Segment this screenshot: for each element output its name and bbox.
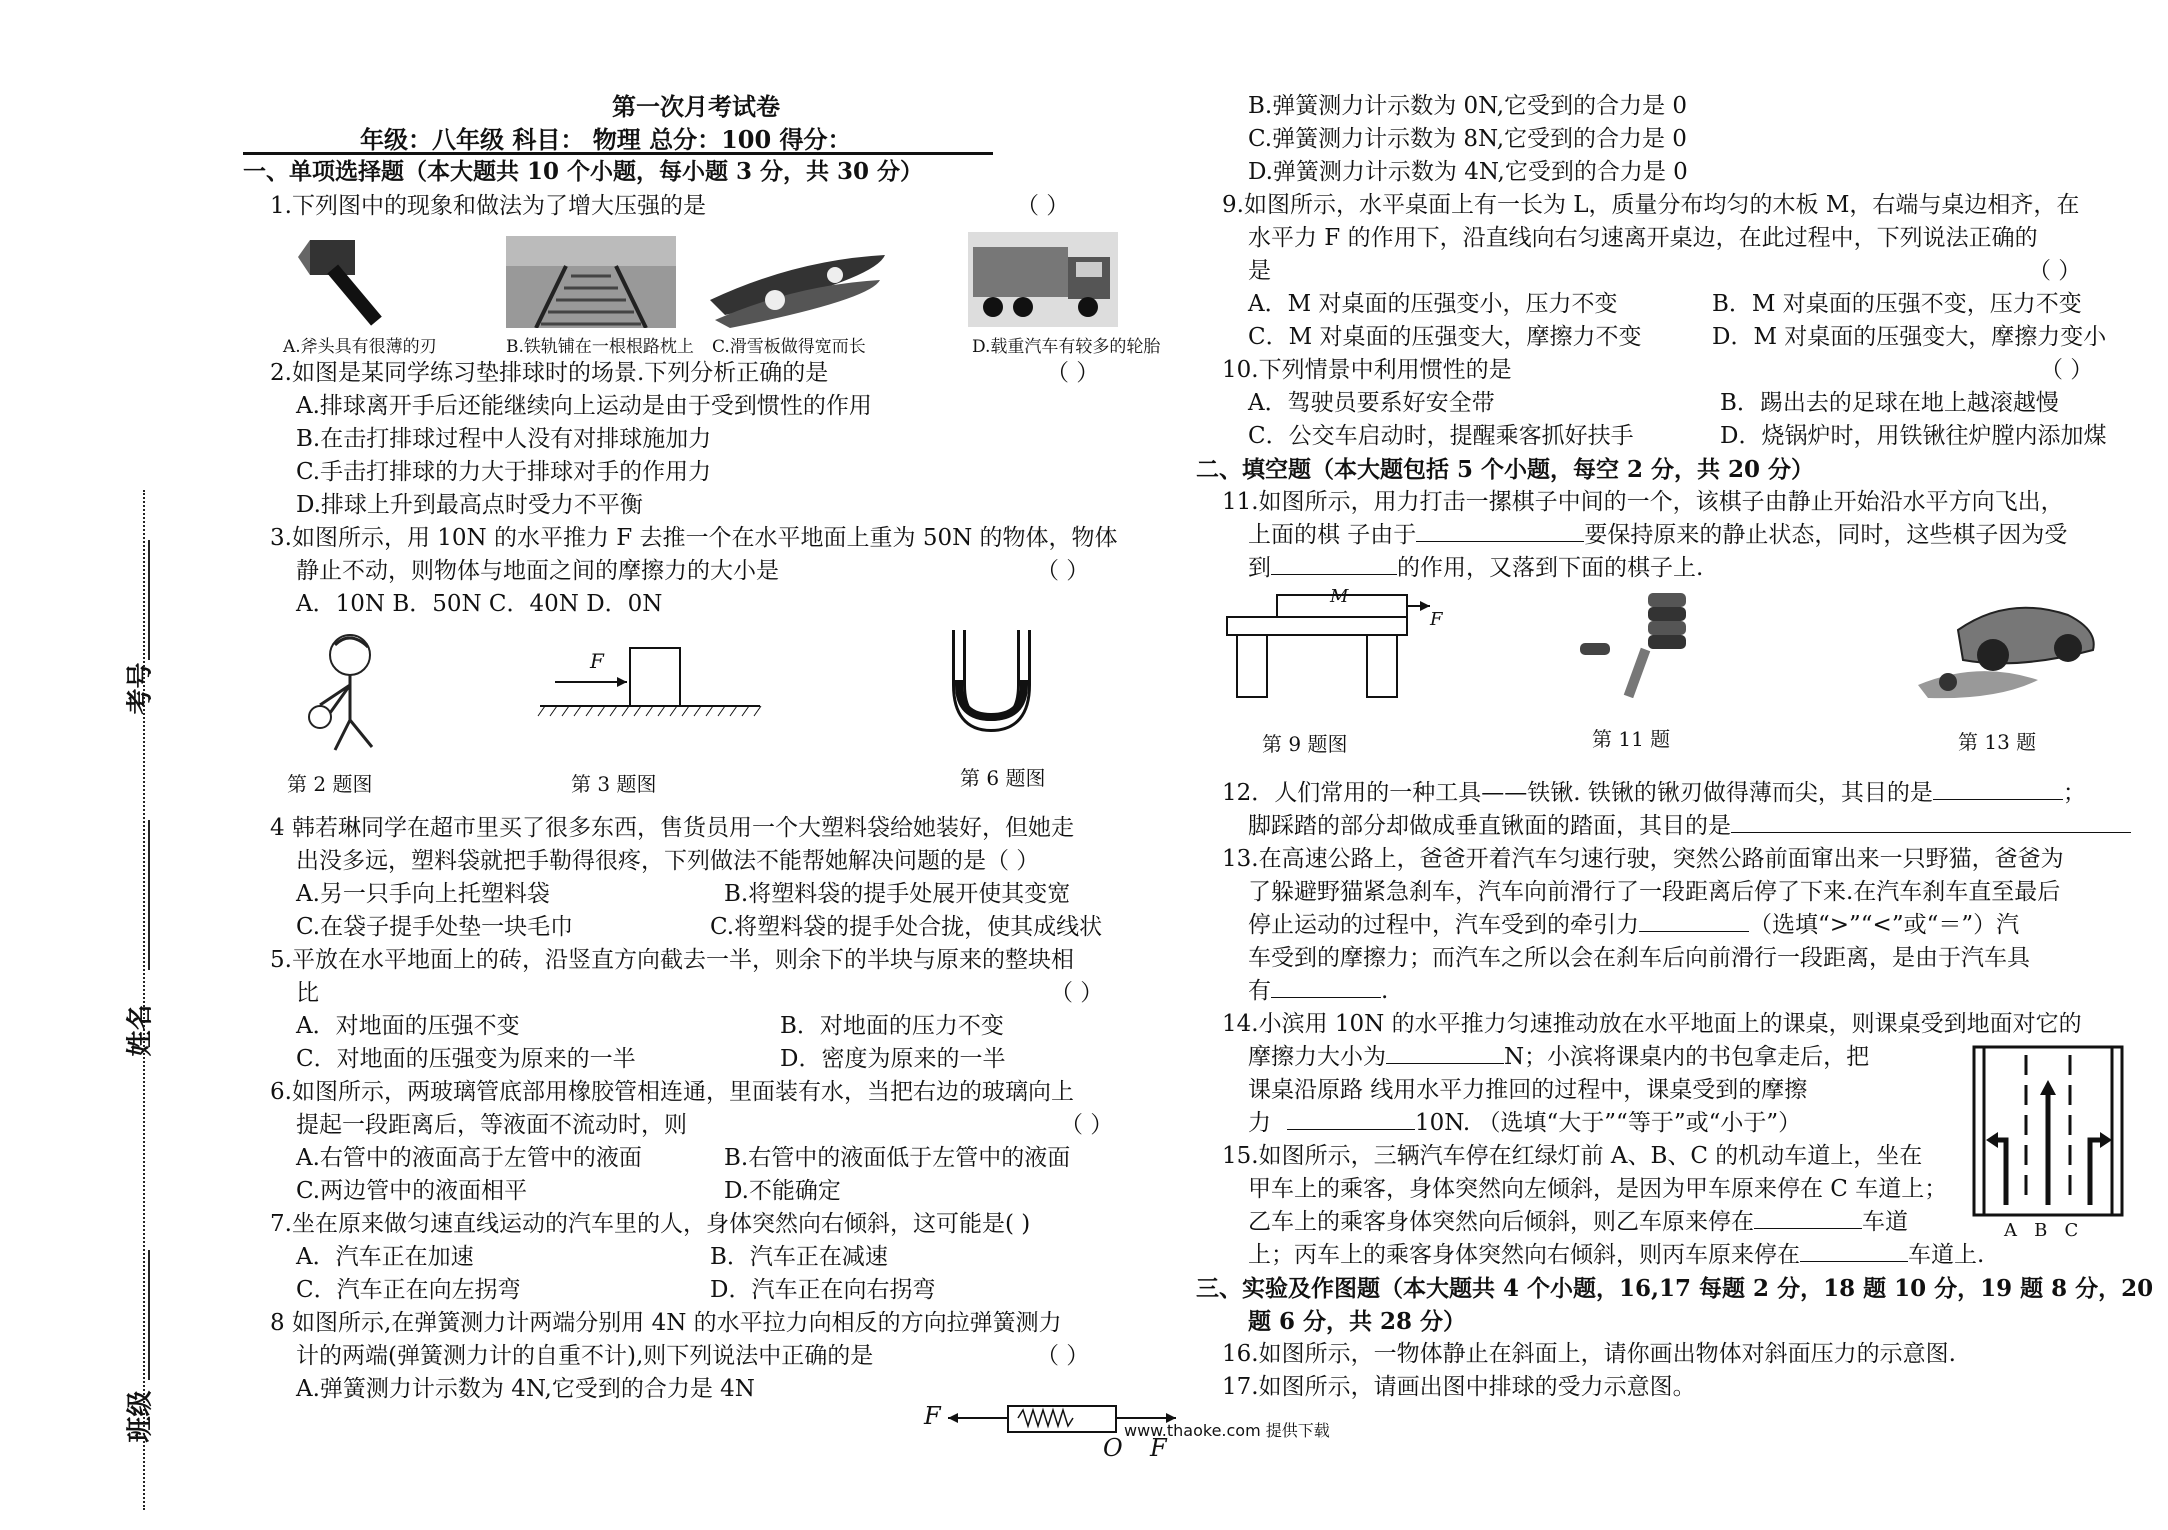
q15-lanes-figure [1972,1045,2124,1217]
q10-option-c: C．公交车启动时，提醒乘客抓好扶手 [1248,423,1634,449]
side-exam-no: 考号 [125,662,156,715]
q11-stem-line3 [1248,552,1703,585]
q2-fig-caption: 第 2 题图 [287,772,373,796]
q14-line3: 课桌沿原路 线用水平力推回的过程中，课桌受到的摩擦 [1248,1077,1808,1103]
q13-line2: 了躲避野猫紧急刹车，汽车向前滑行了一段距离后停了下来.在汽车刹车直至最后 [1248,879,2061,905]
q5-stem-line1: 5.平放在水平地面上的砖，沿竖直方向截去一半，则余下的半块与原来的整块相 [270,947,1074,973]
q15-line1: 15.如图所示，三辆汽车停在红绿灯前 A、B、C 的机动车道上，坐在 [1222,1143,1923,1169]
q3-options: A．10N B．50N C．40N D．0N [296,591,663,617]
q6-option-a: A.右管中的液面高于左管中的液面 [296,1145,642,1171]
q12-blank-2[interactable] [1731,810,2131,833]
q5-option-b: B．对地面的压力不变 [780,1013,1004,1039]
q13-fig-caption: 第 13 题 [1958,730,2037,754]
q9-force-label: F [1430,609,1443,630]
exam-info: 年级：八年级 科目： 物理 总分：100 得分： [360,125,852,154]
q13-line4: 车受到的摩擦力；而汽车之所以会在刹车后向前滑行一段距离，是由于汽车具 [1248,945,2030,971]
q8-option-a: A.弹簧测力计示数为 4N,它受到的合力是 4N [296,1376,755,1402]
q15-lane-labels: A B C [2004,1220,2079,1241]
q4-stem-line2: 出没多远，塑料袋就把手勒得很疼，下列做法不能帮她解决问题的是（ ） [296,848,1040,874]
q9-stem-line2: 水平力 F 的作用下，沿直线向右匀速离开桌边，在此过程中，下列说法正确的 [1248,225,2038,251]
q15-line2: 甲车上的乘客，身体突然向左倾斜，是因为甲车原来停在 C 车道上； [1248,1176,1948,1202]
q2-answer-paren: （ ） [1046,360,1100,386]
q1-caption-a: A.斧头具有很薄的刃 [283,337,437,357]
q4-option-c: C.在袋子提手处垫一块毛巾 [296,914,574,940]
q2-stem: 2.如图是某同学练习垫排球时的场景.下列分析正确的是 [270,360,829,386]
q9-option-b: B．M 对桌面的压强不变，压力不变 [1712,291,2082,317]
q9-option-a: A．M 对桌面的压强变小，压力不变 [1248,291,1618,317]
q15-line4 [1248,1239,1984,1272]
q13-period: . [1381,978,1389,1004]
q2-volleyball-figure [300,625,420,755]
q6-stem-line1: 6.如图所示，两玻璃管底部用橡胶管相连通，里面装有水，当把右边的玻璃向上 [270,1079,1074,1105]
q13-line1: 13.在高速公路上，爸爸开着汽车匀速行驶，突然公路前面窜出来一只野猫，爸爸为 [1222,846,2064,872]
q10-option-b: B．踢出去的足球在地上越滚越慢 [1720,390,2059,416]
q15-line3 [1248,1206,1908,1239]
q11-text-b: 要保持原来的静止状态，同时，这些棋子因为受 [1584,522,2068,548]
q3-answer-paren: （ ） [1036,558,1090,584]
q8-stem-line2: 计的两端(弹簧测力计的自重不计),则下列说法中正确的是 [296,1343,874,1369]
q13-blank-1[interactable] [1639,909,1749,932]
q16-stem: 16.如图所示，一物体静止在斜面上，请你画出物体对斜面压力的示意图. [1222,1341,1956,1367]
q7-option-a: A．汽车正在加速 [296,1244,474,1270]
q14-text-b: N；小滨将课桌内的书包拿走后，把 [1504,1044,1870,1070]
q5-option-c: C．对地面的压强变为原来的一半 [296,1046,636,1072]
q2-option-b: B.在击打排球过程中人没有对排球施加力 [296,426,712,452]
q13-line3 [1248,909,2019,942]
q9-fig-caption: 第 9 题图 [1262,732,1348,756]
side-name-underline [148,820,150,970]
section-3-heading-line2: 题 6 分，共 28 分） [1248,1308,1467,1335]
q12-line1 [1222,777,2086,810]
side-name: 姓名 [125,1004,156,1057]
q9-answer-paren: （ ） [2028,258,2082,284]
q4-option-a: A.另一只手向上托塑料袋 [296,881,550,907]
section-2-heading: 二、填空题（本大题包括 5 个小题，每空 2 分，共 20 分） [1196,456,1815,483]
q13-car-cat-figure [1918,590,2103,700]
q3-stem-line2: 静止不动，则物体与地面之间的摩擦力的大小是 [296,558,779,584]
q7-stem: 7.坐在原来做匀速直线运动的汽车里的人，身体突然向右倾斜，这可能是( ) [270,1211,1031,1237]
q6-answer-paren: （ ） [1060,1112,1114,1138]
q12-line2 [1248,810,2131,843]
q4-stem-line1: 4 韩若琳同学在超市里买了很多东西，售货员用一个大塑料袋给她装好，但她走 [270,815,1074,841]
q11-stem-line1: 11.如图所示，用力打击一摞棋子中间的一个，该棋子由静止开始沿水平方向飞出， [1222,489,2064,515]
q14-text-d: 10N. （选填“大于”“等于”或“小于”） [1415,1110,1802,1136]
q5-option-d: D．密度为原来的一半 [780,1046,1006,1072]
q15-text-c: 上；丙车上的乘客身体突然向右倾斜，则丙车原来停在 [1248,1242,1800,1268]
q8-stem-line1: 8 如图所示,在弹簧测力计两端分别用 4N 的水平拉力向相反的方向拉弹簧测力 [270,1310,1062,1336]
q1-axe-image [290,232,420,332]
q3-stem-line1: 3.如图所示，用 10N 的水平推力 F 去推一个在水平地面上重为 50N 的物体，物体 [270,525,1118,551]
q1-rail-image [506,236,676,328]
q3-push-figure [535,640,765,725]
q10-option-d: D．烧锅炉时，用铁锹往炉膛内添加煤 [1720,423,2107,449]
footer-download-link[interactable]: www.thaoke.com 提供下载 [1124,1421,1330,1440]
q5-stem-line2: 比 [296,980,319,1006]
q4-option-c2: C.将塑料袋的提手处合拢，使其成线状 [710,914,1103,940]
q4-option-b: B.将塑料袋的提手处展开使其变宽 [724,881,1071,907]
q11-text-a: 上面的棋 子由于 [1248,522,1417,548]
q6-option-d: D.不能确定 [724,1178,841,1204]
q6-option-c: C.两边管中的液面相平 [296,1178,528,1204]
q9-option-d: D．M 对桌面的压强变大，摩擦力变小 [1712,324,2107,350]
q5-answer-paren: （ ） [1050,980,1104,1006]
q2-option-a: A.排球离开手后还能继续向上运动是由于受到惯性的作用 [296,393,872,419]
q12-text-b: 脚踩踏的部分却做成垂直锹面的踏面，其目的是 [1248,813,1731,839]
q14-text-a: 摩擦力大小为 [1248,1044,1386,1070]
q10-option-a: A．驾驶员要系好安全带 [1248,390,1495,416]
q13-text-c: 有 [1248,978,1271,1004]
section-3-heading-line1: 三、实验及作图题（本大题共 4 个小题，16,17 每题 2 分，18 题 10 分，19 题 8 分，20 [1196,1275,2154,1302]
q3-force-label: F [590,649,604,673]
q15-blank-1[interactable] [1754,1206,1862,1229]
q8-option-d: D.弹簧测力计示数为 4N,它受到的合力是 0 [1248,159,1688,185]
q1-answer-paren: （ ） [1016,193,1070,219]
q11-stem-line2 [1248,519,2067,552]
q1-caption-d: D.载重汽车有较多的轮胎 [972,337,1161,357]
q14-line1: 14.小滨用 10N 的水平推力匀速推动放在水平地面上的课桌，则课桌受到地面对它的 [1222,1011,2082,1037]
q11-text-d: 的作用，又落到下面的棋子上. [1397,555,1704,581]
q12-blank-1[interactable] [1933,777,2063,800]
q15-text-a: 乙车上的乘客身体突然向后倾斜，则乙车原来停在 [1248,1209,1754,1235]
q11-checkers-figure [1570,588,1710,698]
q1-caption-c: C.滑雪板做得宽而长 [712,337,866,357]
q1-stem: 1.下列图中的现象和做法为了增大压强的是 [270,193,706,219]
q14-line4 [1248,1107,1801,1140]
q2-option-d: D.排球上升到最高点时受力不平衡 [296,492,643,518]
q2-option-c: C.手击打排球的力大于排球对手的作用力 [296,459,712,485]
spring-right-force-label: F [1150,1434,1167,1462]
q7-option-b: B．汽车正在减速 [710,1244,888,1270]
q1-ski-image [705,240,890,330]
q6-u-tube-figure [944,625,1039,733]
side-class-underline [148,1250,150,1380]
q6-fig-caption: 第 6 题图 [960,766,1046,790]
q13-text-a: 停止运动的过程中，汽车受到的牵引力 [1248,912,1639,938]
q8-answer-paren: （ ） [1036,1343,1090,1369]
q9-table-board-figure [1222,590,1432,700]
q11-text-c: 到 [1248,555,1271,581]
q13-text-b: （选填“>”“<”或“＝”）汽 [1749,912,2020,938]
q7-option-d: D．汽车正在向右拐弯 [710,1277,936,1303]
spring-left-force-label: F [924,1402,941,1430]
q11-blank-2[interactable] [1271,552,1397,575]
q13-line5 [1248,975,1388,1008]
q8-option-b: B.弹簧测力计示数为 0N,它受到的合力是 0 [1248,93,1688,119]
q9-option-c: C．M 对桌面的压强变大，摩擦力不变 [1248,324,1642,350]
q14-blank-1[interactable] [1386,1041,1504,1064]
q12-semicolon: ； [2062,780,2086,806]
q6-stem-line2: 提起一段距离后，等液面不流动时，则 [296,1112,687,1138]
q17-stem: 17.如图所示，请画出图中排球的受力示意图。 [1222,1374,1696,1400]
exam-title: 第一次月考试卷 [612,92,780,121]
q9-stem-line3: 是 [1248,258,1271,284]
q12-text-a: 12．人们常用的一种工具——铁锹. 铁锹的锹刃做得薄而尖，其目的是 [1222,780,1933,806]
q10-stem: 10.下列情景中利用惯性的是 [1222,357,1512,383]
q7-option-c: C．汽车正在向左拐弯 [296,1277,521,1303]
section-1-heading: 一、单项选择题（本大题共 10 个小题，每小题 3 分，共 30 分） [243,158,924,185]
q3-fig-caption: 第 3 题图 [571,772,657,796]
q15-text-d: 车道上. [1908,1242,1985,1268]
q8-option-c: C.弹簧测力计示数为 8N,它受到的合力是 0 [1248,126,1687,152]
q14-text-c: 力 [1248,1110,1271,1136]
q5-option-a: A．对地面的压强不变 [296,1013,520,1039]
q9-stem-line1: 9.如图所示，水平桌面上有一长为 L，质量分布均匀的木板 M，右端与桌边相齐，在 [1222,192,2080,218]
side-class: 班级 [125,1390,156,1443]
q13-blank-2[interactable] [1271,975,1381,998]
side-exam-no-underline [148,540,150,660]
q10-answer-paren: （ ） [2040,357,2094,383]
q14-blank-2[interactable] [1287,1107,1415,1130]
q1-truck-image [968,232,1118,327]
q14-line2 [1248,1041,1869,1074]
q6-option-b: B.右管中的液面低于左管中的液面 [724,1145,1071,1171]
q1-caption-b: B.铁轨铺在一根根路枕上 [506,337,694,357]
q15-blank-2[interactable] [1800,1239,1908,1262]
q11-blank-1[interactable] [1416,519,1584,542]
q11-fig-caption: 第 11 题 [1592,727,1671,751]
q9-board-label: M [1330,586,1349,607]
spring-origin-label: O [1103,1434,1123,1462]
q15-text-b: 车道 [1862,1209,1908,1235]
